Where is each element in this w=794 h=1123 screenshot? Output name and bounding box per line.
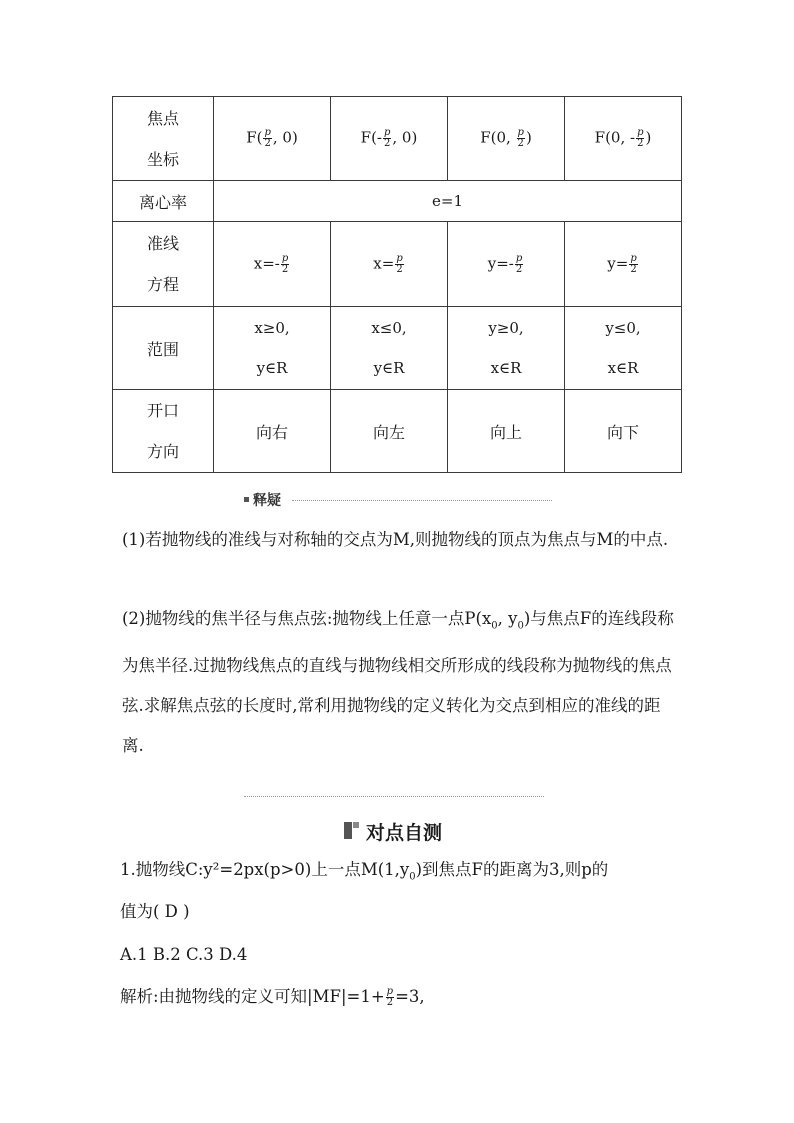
section-divider — [244, 796, 544, 797]
eccentricity-label: 离心率 — [113, 181, 214, 222]
focus-cell-up: F(0, $\frac{p}{2}$ ) — [448, 97, 565, 181]
explanation-heading — [244, 490, 552, 510]
range-label: 范围 — [113, 307, 214, 390]
opening-label: 开口 方向 — [113, 390, 214, 473]
section-marker-icon — [353, 822, 359, 828]
opening-cell: 向左 — [331, 390, 448, 473]
range-cell: y≤0, x∈R — [565, 307, 682, 390]
dotted-rule — [292, 500, 552, 501]
explanation-paragraph-1: (1)若抛物线的准线与对称轴的交点为M,则抛物线的顶点为焦点与M的中点. — [122, 530, 669, 549]
question-1-line-1: 1.抛物线C:y²=2px(p>0)上一点$M(1,y_0)$到焦点F的距离为3,则p的 — [120, 860, 609, 883]
focus-row — [113, 97, 682, 181]
directrix-cell: x=- $\frac{p}{2}$ — [214, 222, 331, 307]
directrix-cell: y=- $\frac{p}{2}$ — [448, 222, 565, 307]
focus-cell-right: F( $\frac{p}{2}$ , 0) — [214, 97, 331, 181]
range-cell: x≤0, y∈R — [331, 307, 448, 390]
explanation-title: 释疑 — [253, 493, 281, 509]
eccentricity-value: e=1 — [214, 181, 682, 222]
focus-cell-down: F(0, - $\frac{p}{2}$ ) — [565, 97, 682, 181]
self-test-title: 对点自测 — [366, 822, 443, 844]
question-1-analysis: 解析:由抛物线的定义可知|MF|=1+ $\frac{p}{2}$ =3, — [120, 986, 425, 1008]
parabola-properties-table — [112, 96, 682, 473]
explanation-paragraph-2: (2)抛物线的焦半径与焦点弦:抛物线上任意一点$P(x_0$, $y_0$)与焦点F的连线段称为焦半径.过抛物线焦点的直线与抛物线相交所形成的线段称为抛物线的焦点弦.求解焦点弦的长度时,常利用抛物线的定义转化为交点到相应的准线的距离. — [122, 609, 674, 756]
directrix-cell: x= $\frac{p}{2}$ — [331, 222, 448, 307]
range-cell: y≥0, x∈R — [448, 307, 565, 390]
question-1-line-2: 值为( D ) — [120, 902, 190, 921]
directrix-cell: y= $\frac{p}{2}$ — [565, 222, 682, 307]
bullet-square-icon — [244, 497, 249, 502]
question-1-choices: A.1 B.2 C.3 D.4 — [120, 945, 248, 964]
directrix-row — [113, 222, 682, 307]
range-cell: x≥0, y∈R — [214, 307, 331, 390]
p-over-2-fraction: $\frac{p}{2}$ — [386, 986, 394, 1008]
eccentricity-row — [113, 181, 682, 222]
range-row — [113, 307, 682, 390]
opening-row — [113, 390, 682, 473]
directrix-label: 准线 方程 — [113, 222, 214, 307]
focus-label: 焦点 坐标 — [113, 97, 214, 181]
focus-cell-left: F(- $\frac{p}{2}$ , 0) — [331, 97, 448, 181]
opening-cell: 向上 — [448, 390, 565, 473]
section-marker-icon — [344, 822, 352, 839]
opening-cell: 向下 — [565, 390, 682, 473]
opening-cell: 向右 — [214, 390, 331, 473]
